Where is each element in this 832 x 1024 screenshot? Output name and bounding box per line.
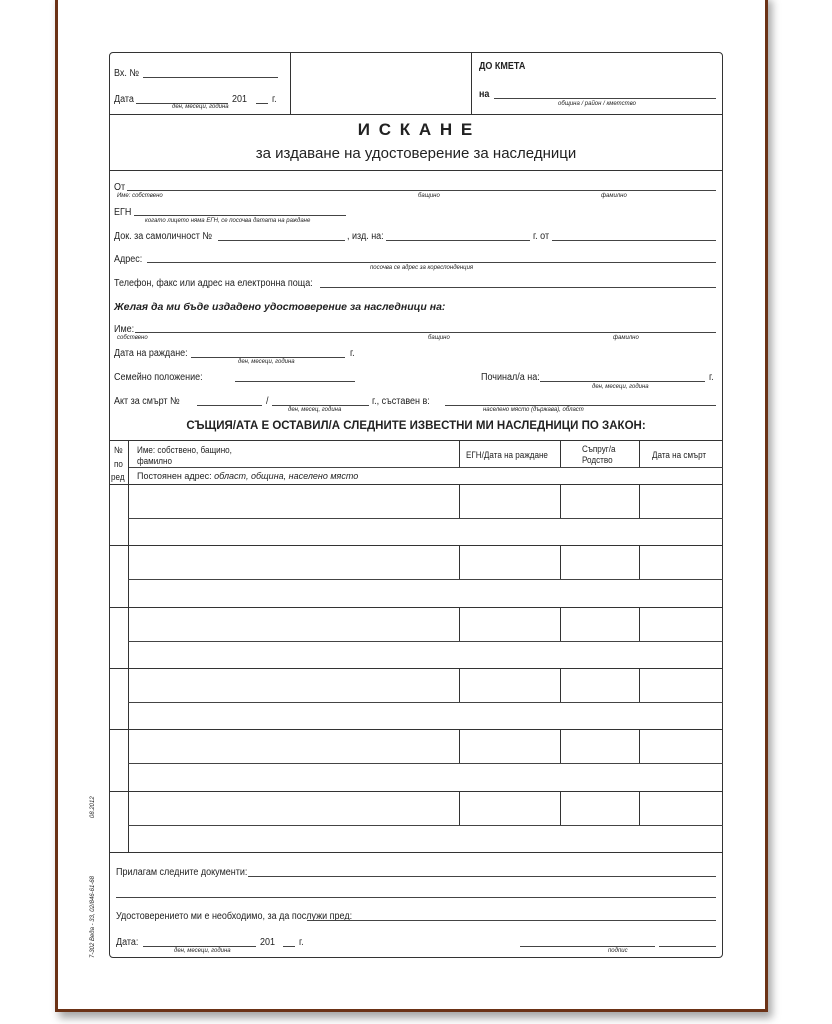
divider bbox=[560, 545, 561, 580]
hint: населено място (държава), област bbox=[483, 407, 584, 413]
attach-field-2[interactable] bbox=[116, 897, 716, 898]
issued-by-field[interactable] bbox=[552, 240, 716, 241]
hint: ден, месеци, година bbox=[238, 359, 295, 365]
purpose-field[interactable] bbox=[307, 920, 716, 921]
slash: / bbox=[266, 396, 269, 407]
heir-egn-cell[interactable] bbox=[461, 731, 559, 763]
heir-relation-cell[interactable] bbox=[562, 609, 638, 641]
egn-field[interactable] bbox=[134, 215, 346, 216]
divider bbox=[109, 484, 723, 485]
divider bbox=[128, 825, 723, 826]
hint: ден, месеци, година bbox=[172, 104, 229, 110]
died-label: Починал/а на: bbox=[481, 372, 540, 383]
hint: фамилно bbox=[601, 193, 627, 199]
id-doc-field[interactable] bbox=[218, 240, 345, 241]
divider bbox=[560, 668, 561, 703]
divider bbox=[639, 545, 640, 580]
hint: посочва се адрес за кореспонденция bbox=[370, 265, 474, 271]
address-field[interactable] bbox=[147, 262, 716, 263]
signature-field[interactable] bbox=[520, 946, 655, 947]
address-label: Постоянен адрес: bbox=[137, 471, 212, 481]
heir-address-cell[interactable] bbox=[130, 705, 722, 727]
hint: Име: собствено bbox=[117, 193, 163, 199]
divider bbox=[639, 607, 640, 642]
divider bbox=[560, 607, 561, 642]
divider bbox=[560, 440, 561, 467]
divider bbox=[109, 607, 723, 608]
divider bbox=[109, 729, 723, 730]
hint: ден, месец, година bbox=[288, 407, 342, 413]
deceased-name-label: Име: bbox=[114, 324, 135, 335]
birth-date-label: Дата на раждане: bbox=[114, 348, 188, 359]
heir-egn-cell[interactable] bbox=[461, 486, 559, 518]
divider bbox=[128, 702, 723, 703]
drawn-in-field[interactable] bbox=[445, 405, 716, 406]
divider bbox=[560, 791, 561, 826]
year-suffix: г. bbox=[709, 372, 714, 383]
heir-address-cell[interactable] bbox=[130, 766, 722, 788]
heir-relation-cell[interactable] bbox=[562, 670, 638, 702]
col-egn: ЕГН/Дата на раждане bbox=[466, 450, 548, 460]
heir-egn-cell[interactable] bbox=[461, 793, 559, 825]
heir-address-cell[interactable] bbox=[130, 521, 722, 543]
from-label: От bbox=[114, 182, 126, 193]
heir-death-date-cell[interactable] bbox=[641, 486, 721, 518]
divider bbox=[639, 668, 640, 703]
hint: бащино bbox=[428, 335, 450, 341]
attach-field[interactable] bbox=[248, 876, 716, 877]
municipality-field[interactable] bbox=[494, 98, 716, 99]
address-label: Адрес: bbox=[114, 254, 143, 265]
divider bbox=[459, 484, 460, 519]
divider bbox=[109, 791, 723, 792]
id-doc-label: Док. за самоличност № bbox=[114, 231, 213, 242]
marital-label: Семейно положение: bbox=[114, 372, 203, 383]
col-name: Име: собствено, бащино, bbox=[137, 445, 232, 455]
divider bbox=[128, 467, 723, 468]
divider bbox=[639, 791, 640, 826]
heir-name-cell[interactable] bbox=[130, 731, 458, 763]
request-heading: Желая да ми бъде издадено удостоверение за наследници на: bbox=[114, 301, 446, 313]
year-prefix: 201 bbox=[232, 94, 248, 105]
death-act-no-field[interactable] bbox=[197, 405, 262, 406]
birth-date-field[interactable] bbox=[191, 357, 345, 358]
marital-field[interactable] bbox=[235, 381, 355, 382]
divider bbox=[290, 52, 291, 115]
heir-death-date-cell[interactable] bbox=[641, 731, 721, 763]
heir-address-cell[interactable] bbox=[130, 644, 722, 666]
divider bbox=[459, 791, 460, 826]
heir-egn-cell[interactable] bbox=[461, 609, 559, 641]
hint: подпис bbox=[608, 948, 628, 954]
drawn-in-label: г., съставен в: bbox=[372, 396, 430, 407]
divider bbox=[459, 729, 460, 764]
heir-egn-cell[interactable] bbox=[461, 670, 559, 702]
hint: община / район / кметство bbox=[558, 101, 636, 107]
issued-by-label: г. от bbox=[533, 231, 550, 242]
hint: ден, месеци, година bbox=[592, 384, 649, 390]
table-top bbox=[109, 440, 723, 441]
divider bbox=[459, 545, 460, 580]
applicant-name-field[interactable] bbox=[127, 190, 716, 191]
hint: когато лицето няма ЕГН, се посочва датата на раждане bbox=[145, 218, 311, 224]
page-subtitle: за издаване на удостоверение за наследници bbox=[255, 145, 577, 162]
heir-death-date-cell[interactable] bbox=[641, 609, 721, 641]
divider bbox=[109, 114, 723, 115]
heir-name-cell[interactable] bbox=[130, 609, 458, 641]
edition-text: 08.2012 bbox=[90, 796, 96, 818]
col-relation: Родство bbox=[582, 455, 613, 465]
heir-death-date-cell[interactable] bbox=[641, 793, 721, 825]
divider bbox=[459, 607, 460, 642]
death-act-date-field[interactable] bbox=[272, 405, 369, 406]
heir-death-date-cell[interactable] bbox=[641, 670, 721, 702]
to-mayor-label: ДО КМЕТА bbox=[479, 61, 526, 72]
divider bbox=[560, 484, 561, 519]
divider bbox=[128, 641, 723, 642]
table-bottom bbox=[109, 852, 723, 853]
hint: бащино bbox=[418, 193, 440, 199]
of-label: на bbox=[479, 89, 490, 100]
divider bbox=[639, 729, 640, 764]
col-address bbox=[137, 471, 358, 481]
col-relation: Съпруг/а bbox=[582, 444, 616, 454]
heir-name-cell[interactable] bbox=[130, 670, 458, 702]
year-suffix: г. bbox=[350, 348, 355, 359]
divider bbox=[560, 729, 561, 764]
heir-relation-cell[interactable] bbox=[562, 486, 638, 518]
footer-date-field[interactable] bbox=[143, 946, 256, 947]
page-title: И С К А Н Е bbox=[357, 120, 475, 139]
purpose-label: Удостоверението ми е необходимо, за да послужи пред: bbox=[116, 911, 353, 922]
heir-name-cell[interactable] bbox=[130, 486, 458, 518]
col-no: ред bbox=[111, 472, 125, 482]
hint: собствено bbox=[117, 335, 148, 341]
heirs-heading: СЪЩИЯ/АТА Е ОСТАВИЛ/А СЛЕДНИТЕ ИЗВЕСТНИ МИ НАСЛЕДНИЦИ ПО ЗАКОН: bbox=[186, 420, 646, 432]
date-label: Дата bbox=[114, 94, 134, 105]
divider bbox=[109, 668, 723, 669]
in-no-field[interactable] bbox=[143, 77, 278, 78]
in-no-label: Вх. № bbox=[114, 68, 140, 79]
issued-date-field[interactable] bbox=[386, 240, 530, 241]
col-no: № bbox=[114, 445, 123, 455]
footer-date-label: Дата: bbox=[116, 937, 139, 948]
hint: ден, месеци, година bbox=[174, 948, 231, 954]
attach-label: Прилагам следните документи: bbox=[116, 867, 248, 878]
signature-name-field[interactable] bbox=[659, 946, 716, 947]
divider bbox=[109, 170, 723, 171]
divider bbox=[128, 579, 723, 580]
year-suffix: г. bbox=[299, 937, 304, 948]
year-suffix: г. bbox=[272, 94, 277, 105]
col-death-date: Дата на смърт bbox=[652, 450, 707, 460]
heir-egn-cell[interactable] bbox=[461, 547, 559, 579]
heir-relation-cell[interactable] bbox=[562, 731, 638, 763]
hint: фамилно bbox=[613, 335, 639, 341]
year-prefix: 201 bbox=[260, 937, 276, 948]
heir-death-date-cell[interactable] bbox=[641, 547, 721, 579]
divider bbox=[639, 484, 640, 519]
divider bbox=[459, 440, 460, 467]
heir-relation-cell[interactable] bbox=[562, 547, 638, 579]
divider bbox=[639, 440, 640, 467]
heir-address-cell[interactable] bbox=[130, 582, 722, 604]
death-date-field[interactable] bbox=[540, 381, 705, 382]
divider bbox=[128, 763, 723, 764]
heir-relation-cell[interactable] bbox=[562, 793, 638, 825]
divider bbox=[471, 52, 472, 115]
egn-label: ЕГН bbox=[114, 207, 132, 218]
contact-field[interactable] bbox=[320, 287, 716, 288]
year-field[interactable] bbox=[256, 103, 268, 104]
heir-name-cell[interactable] bbox=[130, 547, 458, 579]
address-hint: област, община, населено място bbox=[214, 471, 359, 481]
divider bbox=[459, 668, 460, 703]
footer-year-field[interactable] bbox=[283, 946, 295, 947]
death-act-label: Акт за смърт № bbox=[114, 396, 180, 407]
divider bbox=[109, 545, 723, 546]
col-no: по bbox=[114, 459, 123, 469]
printer-text: 7-302 Веда - 33, 02/846-61-68 bbox=[90, 876, 96, 958]
heir-name-cell[interactable] bbox=[130, 793, 458, 825]
col-name: фамилно bbox=[137, 456, 172, 466]
divider bbox=[128, 518, 723, 519]
issued-label: , изд. на: bbox=[347, 231, 384, 242]
contact-label: Телефон, факс или адрес на електронна поща: bbox=[114, 278, 313, 289]
deceased-name-field[interactable] bbox=[135, 332, 716, 333]
heir-address-cell[interactable] bbox=[130, 828, 722, 850]
